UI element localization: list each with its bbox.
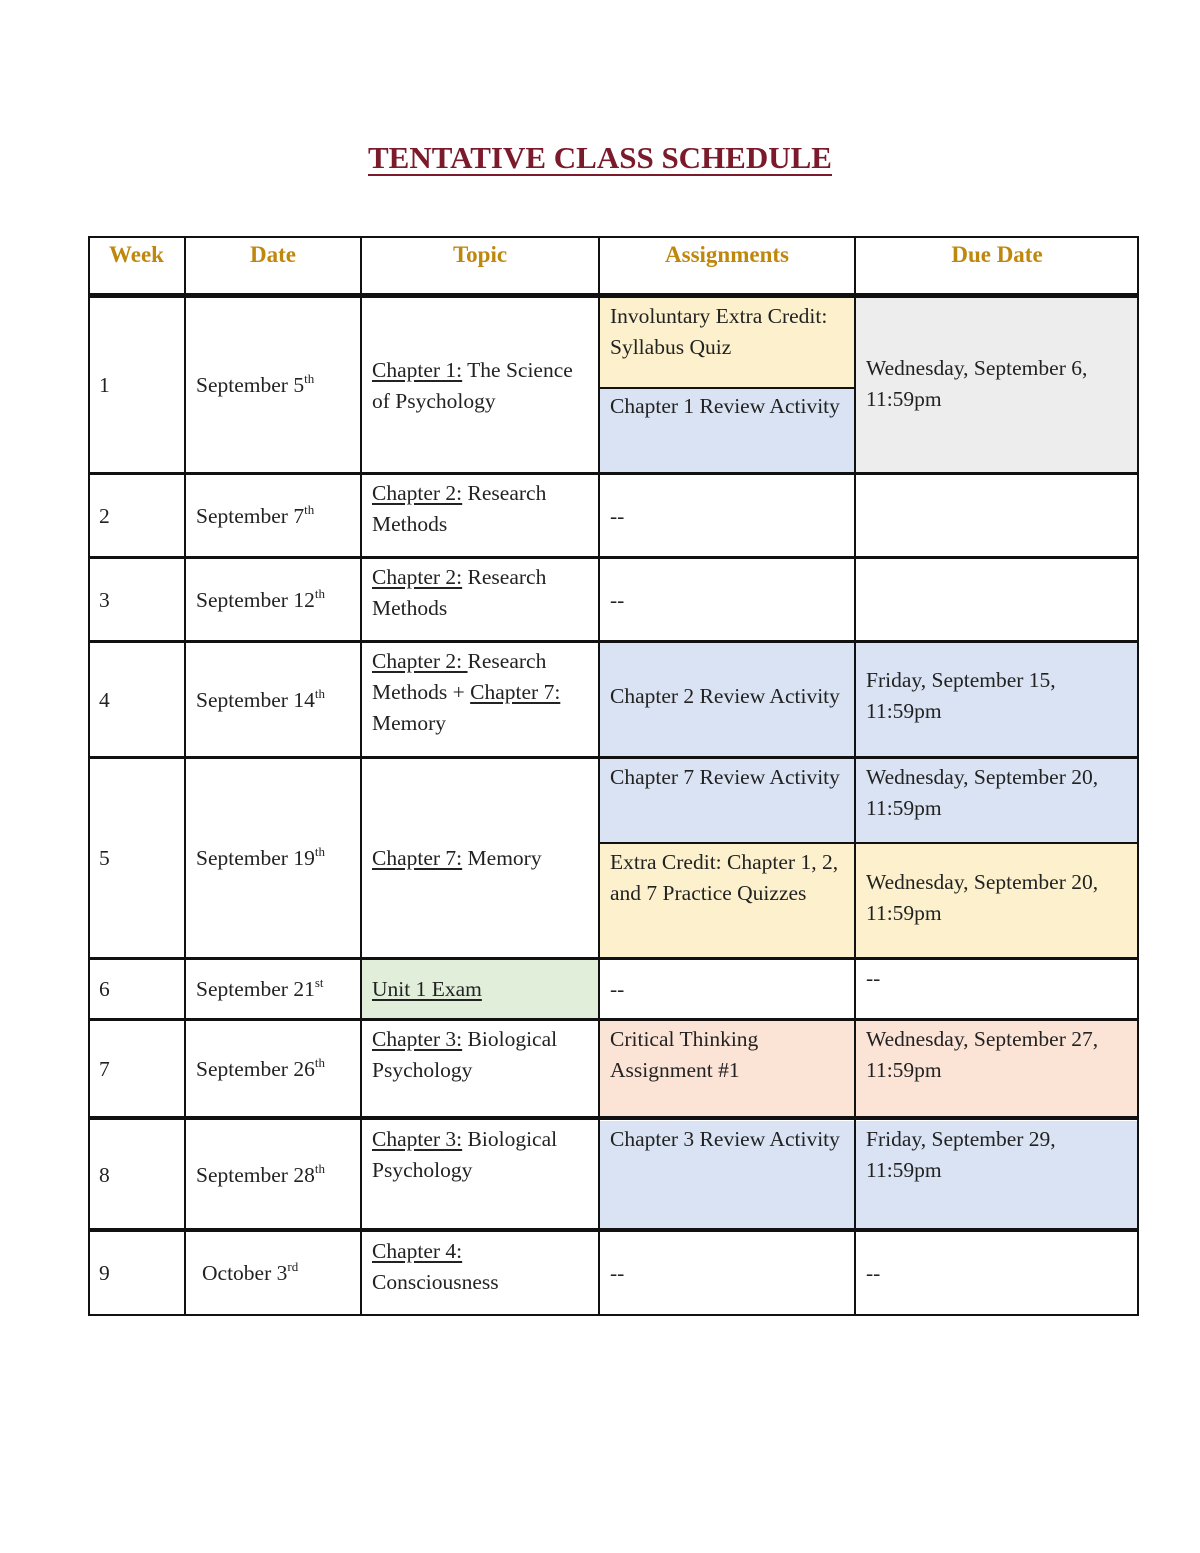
grid-line xyxy=(88,1314,1139,1316)
date-cell: September 14th xyxy=(196,685,325,712)
topic-cell: Chapter 3: Biological Psychology xyxy=(372,1027,558,1082)
date-cell: October 3rd xyxy=(202,1259,299,1285)
grid-line xyxy=(88,957,1139,960)
header-date: Date xyxy=(250,242,296,267)
chapter-link[interactable]: Chapter 7: xyxy=(372,846,463,870)
assignment-cell: -- xyxy=(610,587,625,612)
grid-line xyxy=(184,236,186,1316)
topic-cell: Chapter 4: Consciousness xyxy=(372,1239,499,1294)
due-date-cell: Wednesday, September 20, 11:59pm xyxy=(855,844,1139,958)
chapter-link[interactable]: Chapter 7: xyxy=(470,680,561,704)
week-cell: 3 xyxy=(99,587,110,612)
topic-cell: Chapter 2: Research Methods xyxy=(372,481,547,536)
grid-line xyxy=(88,1228,1139,1232)
date-cell: September 19th xyxy=(196,844,325,870)
assignment-cell: Extra Credit: Chapter 1, 2, and 7 Practice Quizzes xyxy=(599,844,855,958)
week-cell: 2 xyxy=(99,503,110,528)
assignment-cell: -- xyxy=(610,1261,625,1285)
due-date-cell: -- xyxy=(866,1261,881,1285)
date-cell: September 26th xyxy=(196,1054,325,1081)
chapter-link[interactable]: Chapter 3: xyxy=(372,1027,463,1051)
due-date-cell: Friday, September 15, 11:59pm xyxy=(855,643,1139,757)
header-due-date: Due Date xyxy=(951,242,1043,267)
topic-cell: Chapter 3: Biological Psychology xyxy=(372,1127,558,1182)
grid-line xyxy=(88,236,90,1316)
assignment-cell: Chapter 3 Review Activity xyxy=(599,1121,855,1229)
schedule-table xyxy=(88,236,1139,1316)
assignment-cell: Chapter 2 Review Activity xyxy=(599,643,855,757)
topic-cell: Chapter 2: Research Methods + Chapter 7: Memory xyxy=(372,649,561,735)
page-title: TENTATIVE CLASS SCHEDULE xyxy=(368,140,832,175)
week-cell: 4 xyxy=(99,687,110,712)
due-date-cell: -- xyxy=(866,966,881,990)
chapter-link[interactable]: Chapter 1: xyxy=(372,357,463,382)
header-topic: Topic xyxy=(452,242,508,267)
topic-cell: Chapter 7: Memory xyxy=(372,846,542,870)
date-cell: September 28th xyxy=(196,1160,325,1187)
assignment-cell: Chapter 1 Review Activity xyxy=(599,388,855,473)
chapter-link[interactable]: Chapter 4: xyxy=(372,1239,463,1263)
week-cell: 7 xyxy=(99,1056,110,1081)
grid-line xyxy=(854,236,856,1316)
topic-cell: Chapter 1: The Science of Psychology xyxy=(372,357,573,413)
week-cell: 5 xyxy=(99,846,110,870)
grid-line xyxy=(88,293,1139,298)
grid-line xyxy=(360,236,362,1316)
week-cell: 9 xyxy=(99,1261,110,1285)
date-cell: September 21st xyxy=(196,975,324,1001)
header-week: Week xyxy=(109,242,164,267)
topic-cell: Chapter 2: Research Methods xyxy=(372,565,547,620)
topic-cell xyxy=(361,960,599,1019)
grid-line xyxy=(88,556,1139,559)
week-cell: 1 xyxy=(99,373,110,397)
grid-line xyxy=(88,472,1139,475)
grid-line xyxy=(1137,236,1139,1316)
exam-link[interactable]: Unit 1 Exam xyxy=(372,977,482,1001)
grid-line xyxy=(598,842,1139,844)
date-cell: September 12th xyxy=(196,585,325,612)
due-date-cell: Friday, September 29, 11:59pm xyxy=(855,1121,1139,1229)
chapter-link[interactable]: Chapter 3: xyxy=(372,1127,463,1151)
week-cell: 6 xyxy=(99,977,110,1001)
assignment-cell: Involuntary Extra Credit: Syllabus Quiz xyxy=(599,298,855,388)
week-cell: 8 xyxy=(99,1162,110,1187)
header-assignments: Assignments xyxy=(665,242,789,267)
grid-line xyxy=(88,1116,1139,1120)
assignment-cell: -- xyxy=(610,977,625,1001)
assignment-cell: Critical Thinking Assignment #1 xyxy=(599,1021,855,1117)
due-date-cell: Wednesday, September 6, 11:59pm xyxy=(855,298,1139,473)
grid-line xyxy=(88,640,1139,643)
grid-line xyxy=(598,236,600,1316)
chapter-link[interactable]: Chapter 2: xyxy=(372,649,468,673)
grid-line xyxy=(88,756,1139,759)
grid-line xyxy=(88,236,1139,238)
chapter-link[interactable]: Chapter 2: xyxy=(372,565,463,589)
assignment-cell: -- xyxy=(610,503,625,528)
assignment-cell: Chapter 7 Review Activity xyxy=(599,759,855,842)
date-cell: September 5th xyxy=(196,371,315,397)
grid-line xyxy=(88,1018,1139,1021)
chapter-link[interactable]: Chapter 2: xyxy=(372,481,463,505)
date-cell: September 7th xyxy=(196,501,315,528)
grid-line xyxy=(598,387,856,389)
due-date-cell: Wednesday, September 27, 11:59pm xyxy=(855,1021,1139,1117)
due-date-cell: Wednesday, September 20, 11:59pm xyxy=(855,759,1139,842)
